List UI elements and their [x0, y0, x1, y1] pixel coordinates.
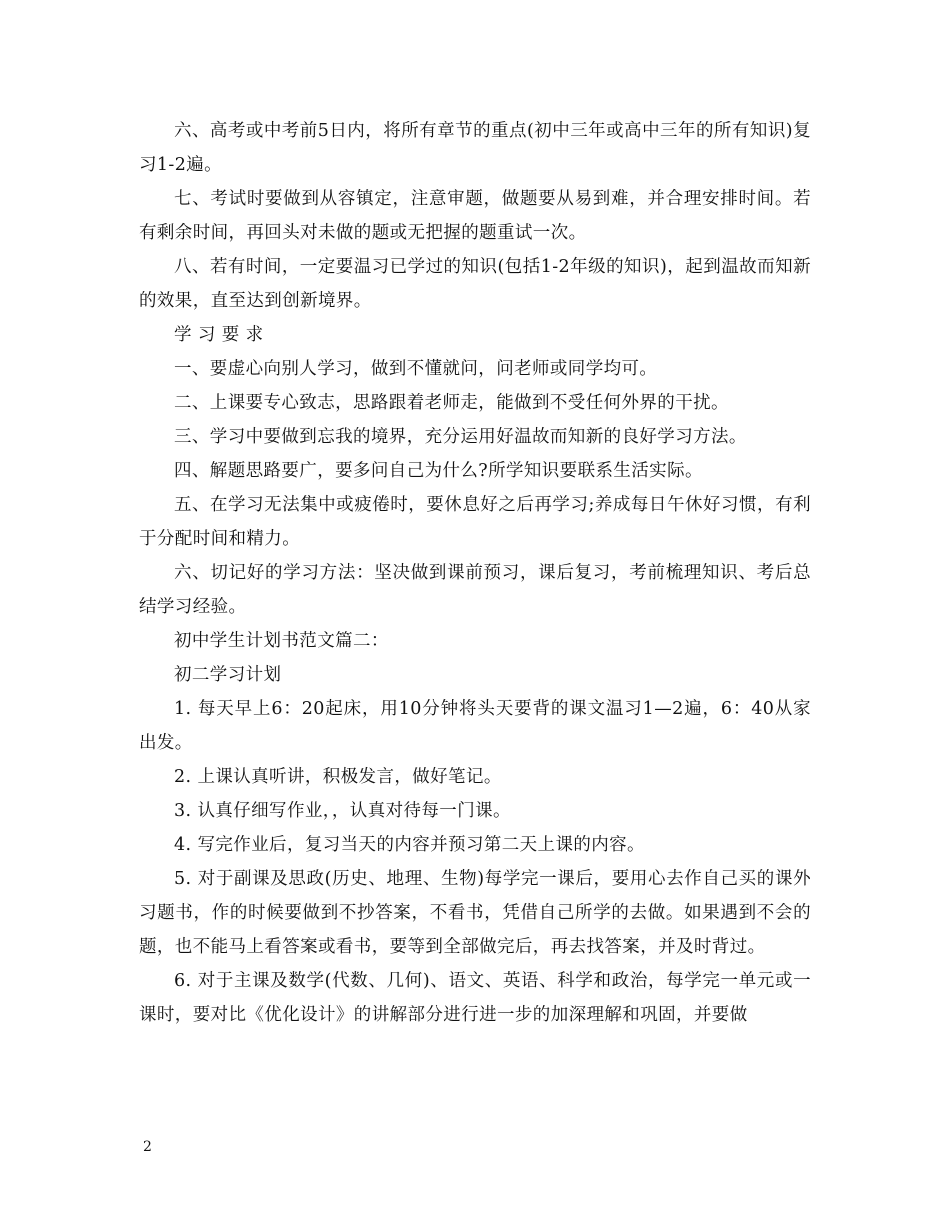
paragraph: 三、学习中要做到忘我的境界，充分运用好温故而知新的良好学习方法。 — [174, 427, 747, 447]
paragraph: 六、切记好的学习方法：坚决做到课前预习，课后复习，考前梳理知识、考后总结学习经验。 — [139, 563, 811, 617]
paragraph: 六、高考或中考前5日内，将所有章节的重点(初中三年或高中三年的所有知识)复习1-2遍。 — [139, 121, 811, 175]
document-body — [139, 114, 811, 1032]
section-heading: 初二学习计划 — [174, 665, 282, 685]
list-item: 2. 上课认真听讲，积极发言，做好笔记。 — [174, 767, 502, 787]
list-item: 1. 每天早上6：20起床，用10分钟将头天要背的课文温习1—2遍，6：40从家出发。 — [139, 699, 811, 753]
paragraph: 七、考试时要做到从容镇定，注意审题，做题要从易到难，并合理安排时间。若有剩余时间，再回头对未做的题或无把握的题重试一次。 — [139, 189, 811, 243]
paragraph: 八、若有时间，一定要温习已学过的知识(包括1-2年级的知识)，起到温故而知新的效果，直至达到创新境界。 — [139, 257, 811, 311]
section-heading: 学 习 要 求 — [174, 325, 264, 345]
paragraph: 五、在学习无法集中或疲倦时，要休息好之后再学习;养成每日午休好习惯，有利于分配时间和精力。 — [139, 495, 811, 549]
list-item: 3. 认真仔细写作业，，认真对待每一门课。 — [174, 801, 511, 821]
list-item: 4. 写完作业后，复习当天的内容并预习第二天上课的内容。 — [174, 835, 645, 855]
paragraph: 四、解题思路要广，要多问自己为什么?所学知识要联系生活实际。 — [174, 461, 703, 481]
paragraph: 一、要虚心向别人学习，做到不懂就问，问老师或同学均可。 — [174, 359, 658, 379]
list-item: 5. 对于副课及思政(历史、地理、生物)每学完一课后，要用心去作自己买的课外习题书，作的时候要做到不抄答案，不看书，凭借自己所学的去做。如果遇到不会的题，也不能马上看答案或看书，要等到全部做完后，再去找答案，并及时背过。 — [139, 869, 811, 957]
list-item: 6. 对于主课及数学(代数、几何)、语文、英语、科学和政治，每学完一单元或一课时，要对比《优化设计》的讲解部分进行进一步的加深理解和巩固，并要做 — [139, 971, 811, 1025]
page-number: 2 — [143, 1139, 152, 1155]
section-heading: 初中学生计划书范文篇二： — [174, 631, 389, 651]
paragraph: 二、上课要专心致志，思路跟着老师走，能做到不受任何外界的干扰。 — [174, 393, 729, 413]
